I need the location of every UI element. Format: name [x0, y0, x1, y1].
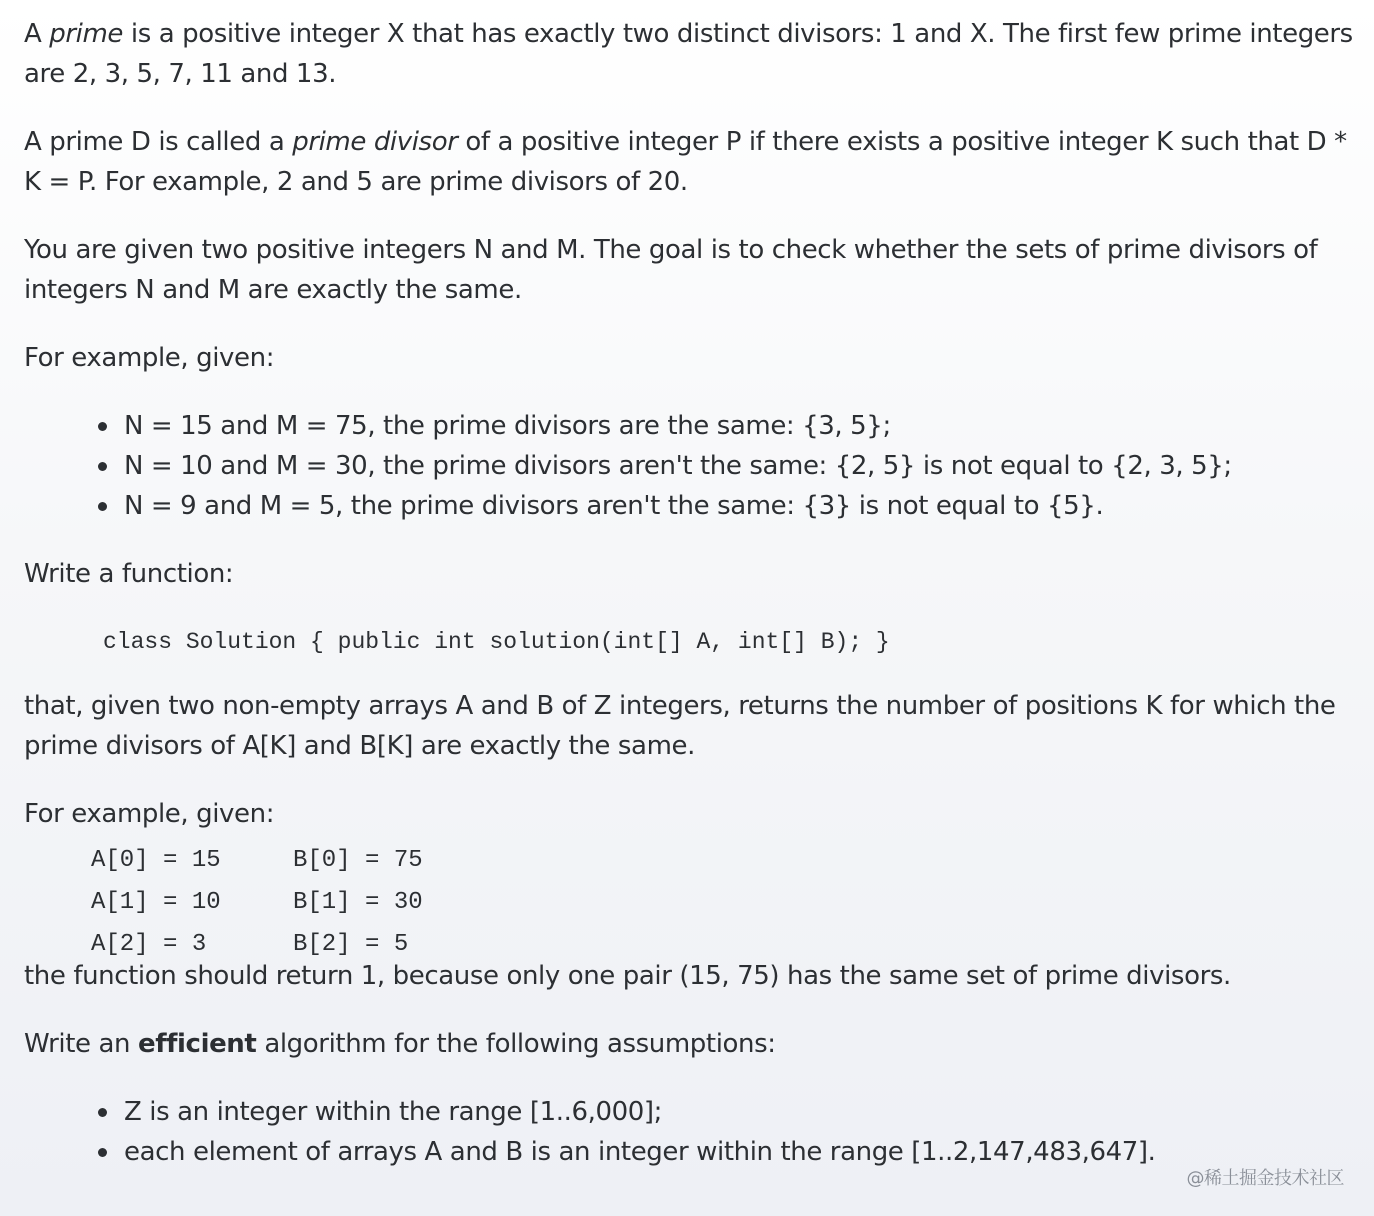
- example-intro: For example, given:: [24, 343, 275, 373]
- array-b-value: B[0] = 75: [293, 847, 423, 874]
- text-fragment: of a positive integer P if there exists a positive integer K such that D * K = P. For example, 2 and 5 are prime divisors of 20.: [24, 127, 1347, 197]
- emphasis-prime: prime: [49, 19, 124, 49]
- text-fragment: Write an: [24, 1029, 138, 1059]
- expected-result: the function should return 1, because only one pair (15, 75) has the same set of prime divisors.: [24, 961, 1231, 991]
- list-item: each element of arrays A and B is an integer within the range [1..2,147,483,647].: [98, 1132, 1364, 1172]
- write-function-intro: Write a function:: [24, 559, 234, 589]
- list-item: N = 9 and M = 5, the prime divisors aren't the same: {3} is not equal to {5}.: [98, 486, 1364, 526]
- list-item: Z is an integer within the range [1..6,000];: [98, 1092, 1364, 1132]
- array-b-value: B[1] = 30: [293, 889, 423, 916]
- table-row: [91, 882, 1364, 924]
- prime-definition-paragraph: [24, 14, 1364, 94]
- list-item: N = 10 and M = 30, the prime divisors aren't the same: {2, 5} is not equal to {2, 3, 5};: [98, 446, 1364, 486]
- example-intro-2: For example, given:: [24, 799, 275, 829]
- array-a-value: A[1] = 10: [91, 889, 221, 916]
- assumptions-list: [24, 1092, 1364, 1172]
- array-a-value: A[2] = 3: [91, 931, 207, 958]
- problem-statement: [24, 14, 1364, 1172]
- assumptions-intro: [24, 1024, 1364, 1064]
- function-description: that, given two non-empty arrays A and B of Z integers, returns the number of positions K for which the prime divisors of A[K] and B[K] are exactly the same.: [24, 691, 1336, 761]
- goal-paragraph: You are given two positive integers N and M. The goal is to check whether the sets of prime divisors of integers N and M are exactly the same.: [24, 235, 1318, 305]
- emphasis-efficient: efficient: [137, 1029, 257, 1059]
- watermark: @稀土掘金技术社区: [1186, 1168, 1344, 1189]
- function-signature: class Solution { public int solution(int[] A, int[] B); }: [103, 629, 890, 655]
- list-item: N = 15 and M = 75, the prime divisors are the same: {3, 5};: [98, 406, 1364, 446]
- array-a-value: A[0] = 15: [91, 847, 221, 874]
- text-fragment: A: [24, 19, 50, 49]
- prime-divisor-paragraph: [24, 122, 1364, 202]
- examples-list: [24, 406, 1364, 526]
- text-fragment: A prime D is called a: [24, 127, 293, 157]
- text-fragment: is a positive integer X that has exactly two distinct divisors: 1 and X. The first few prime integers are 2, 3, 5, 7, 11 and 13.: [24, 19, 1353, 89]
- text-fragment: algorithm for the following assumptions:: [256, 1029, 776, 1059]
- table-row: [91, 840, 1364, 882]
- emphasis-prime-divisor: prime divisor: [292, 127, 458, 157]
- array-b-value: B[2] = 5: [293, 931, 409, 958]
- example-arrays: [91, 840, 1364, 966]
